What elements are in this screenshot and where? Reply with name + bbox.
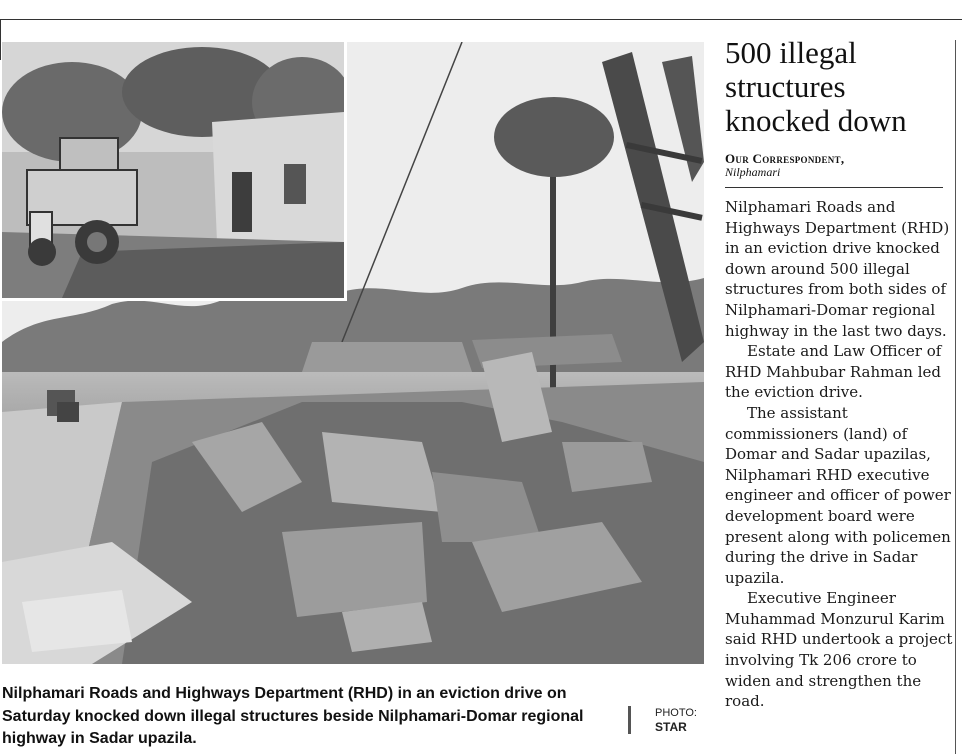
article-headline: 500 illegal structures knocked down xyxy=(725,35,907,138)
article-byline: Our Correspondent, xyxy=(725,151,845,166)
byline-rule xyxy=(725,187,943,188)
column-rule xyxy=(955,40,956,754)
article-dateline: Nilphamari xyxy=(725,165,781,179)
credit-label: PHOTO: xyxy=(655,707,697,719)
article-paragraph: Estate and Law Officer of RHD Mahbubar Rahman led the eviction drive. xyxy=(725,342,942,402)
article-paragraph: Executive Engineer Muhammad Monzurul Karim said RHD undertook a project involving Tk 206 crore to widen and strengthen the road. xyxy=(725,589,953,711)
article-paragraph: Nilphamari Roads and Highways Department (RHD) in an eviction drive knocked down around 500 illegal structures from both sides of Nilphamari-Domar regional highway in the last two days. xyxy=(725,198,950,340)
photo-credit xyxy=(655,706,697,734)
top-rule xyxy=(0,19,962,20)
photo-caption: Nilphamari Roads and Highways Department (RHD) in an eviction drive on Saturday knocked down illegal structures beside Nilphamari-Domar regional highway in Sadar upazila. xyxy=(2,685,584,747)
inset-photo xyxy=(2,42,347,301)
article-paragraph: The assistant commissioners (land) of Domar and Sadar upazilas, Nilphamari RHD executive engineer and officer of power development board were present along with policemen during the drive in Sadar upazila. xyxy=(725,403,951,587)
left-rule xyxy=(0,20,1,60)
bulldozer-image xyxy=(2,42,344,298)
article-column xyxy=(725,36,953,712)
credit-agency: STAR xyxy=(655,720,687,734)
article-body xyxy=(725,197,953,712)
credit-divider xyxy=(628,706,631,734)
